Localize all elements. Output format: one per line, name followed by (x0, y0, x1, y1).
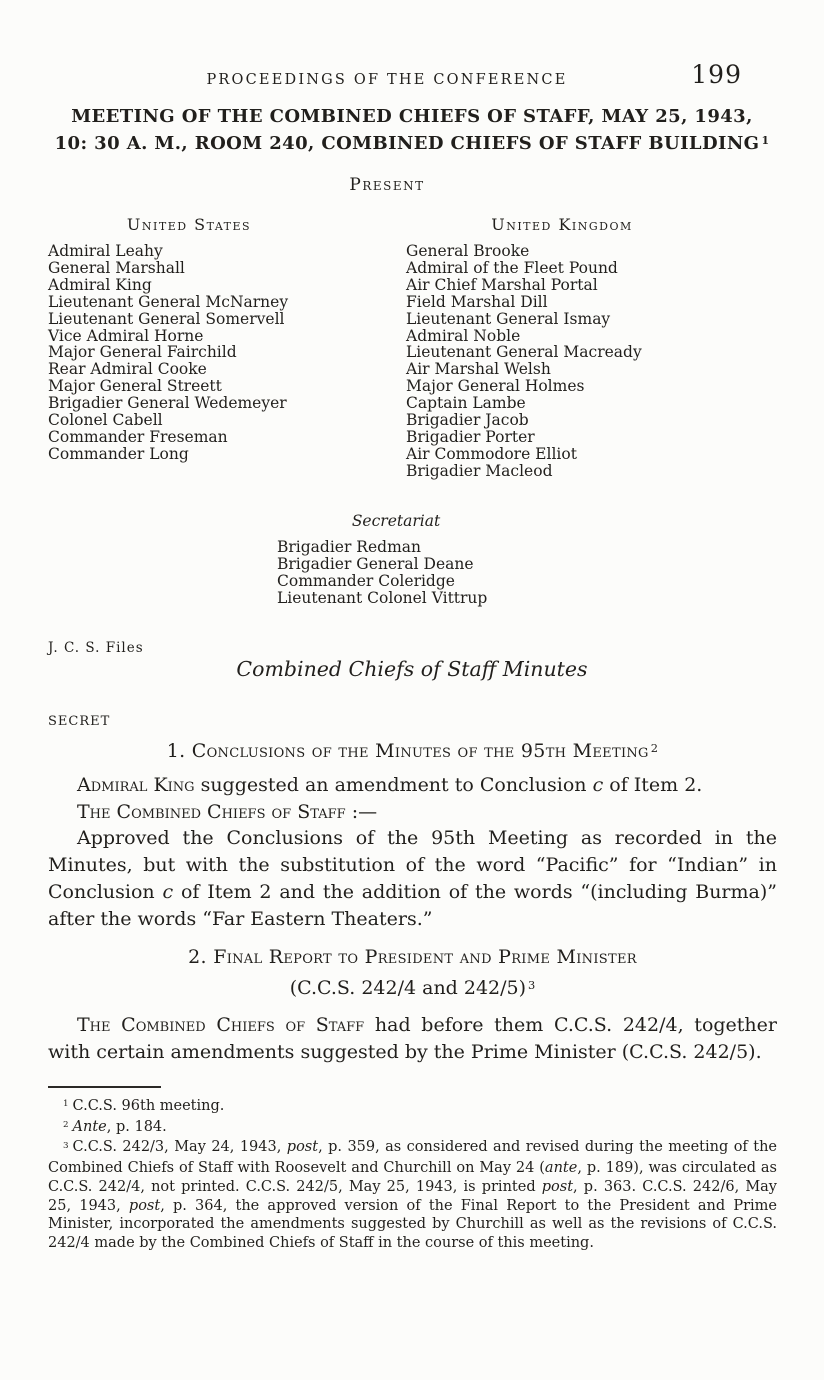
footnote-1 (48, 1097, 777, 1118)
document-title: Combined Chiefs of Staff Minutes (236, 657, 588, 681)
attendee-name: Lieutenant General Macready (406, 343, 642, 362)
attendees-uk-column (406, 215, 778, 480)
item-1-paragraph-2 (48, 799, 777, 826)
uk-column-heading: United Kingdom (491, 215, 633, 234)
attendee-name: Commander Freseman (48, 427, 228, 446)
secretariat-heading: Secretariat (351, 512, 441, 530)
attendee-name: Vice Admiral Horne (48, 326, 204, 345)
attendee-name: Air Marshal Welsh (406, 360, 551, 379)
footnote-2 (48, 1118, 777, 1139)
item-2-subheading (48, 975, 777, 1004)
footnote-3-text: C.C.S. 242/3, May 24, 1943, (72, 1139, 287, 1156)
item-2-heading-text: Final Report to President and Prime Minister (213, 945, 637, 968)
footnote-3-text: , p. 189), was circulated as C.C.S. 242/4, not printed. C.C.S. 242/5, May 25, 1943, is printed (48, 1160, 777, 1195)
footnote-3-text: , p. 359, as considered and revised during the meeting of the Combined Chiefs of Staff with Roosevelt and Churchill on May 24 ( (48, 1139, 777, 1177)
attendee-name: Lieutenant General Ismay (406, 309, 611, 328)
item-1-heading (48, 738, 777, 767)
speaker-name: The Combined Chiefs of Staff (77, 800, 346, 823)
meeting-title (0, 103, 824, 159)
attendee-name: Admiral King (48, 275, 152, 294)
meeting-title-line2 (0, 130, 824, 159)
paragraph-text: suggested an amendment to Conclusion (194, 773, 593, 796)
attendee-name: Major General Streett (48, 377, 222, 396)
speaker-name: The Combined Chiefs of Staff (77, 1014, 365, 1037)
item-2-number: 2. (188, 945, 207, 968)
footnote-separator-rule (48, 1086, 161, 1088)
footnote-1-marker: 1 (63, 1099, 69, 1110)
secretariat-name: Lieutenant Colonel Vittrup (277, 588, 488, 607)
footnote-2-text-italic: Ante (72, 1118, 107, 1135)
page-number: 199 (691, 60, 742, 89)
item-2-subheading-text: (C.C.S. 242/4 and 242/5) (289, 977, 527, 1000)
attendee-name: Brigadier Jacob (406, 411, 529, 430)
footnote-3-text-italic: ante (544, 1160, 578, 1177)
paragraph-text: of Item 2 and the addition of the words “(including Burma)” after the words “Far Eastern Theaters.” (48, 880, 777, 930)
attendee-name: Major General Fairchild (48, 343, 237, 362)
item-1-heading-text: Conclusions of the Minutes of the 95th Meeting (191, 740, 649, 762)
attendee-name: Brigadier General Wedemeyer (48, 394, 287, 413)
speaker-name: Admiral King (77, 773, 195, 796)
footnote-3 (48, 1138, 777, 1252)
us-column-heading: United States (126, 215, 252, 234)
paragraph-text: had before them C.C.S. 242/4, together with certain amendments suggested by the Prime Minister (C.C.S. 242/5). (48, 1014, 777, 1063)
attendee-name: Brigadier Porter (406, 427, 535, 446)
footnote-3-text-italic: post (286, 1139, 319, 1156)
attendee-name: Field Marshal Dill (406, 292, 548, 311)
attendee-name: Lieutenant General Somervell (48, 309, 285, 328)
attendee-name: Admiral Leahy (48, 242, 163, 260)
footnote-3-text-italic: post (128, 1197, 161, 1214)
footnote-ref-1: 1 (761, 134, 770, 148)
attendee-name: Brigadier Macleod (406, 461, 553, 480)
paragraph-text-italic: c (592, 773, 604, 796)
footnote-3-text: , p. 363. C.C.S. 242/6, May 25, 1943, (48, 1178, 778, 1214)
attendee-name: Captain Lambe (406, 394, 526, 413)
paragraph-text: :— (345, 800, 378, 823)
secretariat-name: Brigadier Redman (277, 538, 421, 556)
footnote-3-text-italic: post (541, 1178, 574, 1195)
footnote-2-marker: 2 (63, 1119, 69, 1130)
attendee-name: Colonel Cabell (48, 411, 163, 430)
item-2-heading (48, 944, 777, 971)
present-heading: Present (349, 175, 425, 195)
footnote-3-marker: 3 (63, 1140, 69, 1151)
attendee-name: Air Commodore Elliot (406, 444, 577, 463)
classification-label: SECRET (48, 714, 111, 729)
secretariat-name: Brigadier General Deane (277, 554, 474, 573)
item-1-paragraph-1 (48, 772, 777, 799)
item-1-number: 1. (166, 740, 186, 762)
attendee-name: General Marshall (48, 258, 185, 277)
footnotes-section (48, 1097, 777, 1253)
attendee-name: General Brooke (406, 242, 530, 260)
footnote-ref-3: 3 (528, 978, 536, 993)
paragraph-text: Approved the Conclusions of the 95th Meeting as recorded in the Minutes, but with the substitution of the word “Pacific” for “Indian” in Conclusion (48, 827, 777, 903)
attendee-name: Admiral Noble (406, 326, 521, 345)
footnote-ref-2: 2 (650, 740, 659, 755)
paragraph-text: of Item 2. (603, 773, 703, 796)
running-header: PROCEEDINGS OF THE CONFERENCE (206, 72, 568, 88)
footnote-3-text: , p. 364, the approved version of the Final Report to the President and Prime Minister, incorporated the amendments suggested by Churchill as well as the revisions of C.C.S. 242/4 made by the Combined Chiefs of Staff in the course of this meeting. (48, 1197, 777, 1251)
item-1-paragraph-3 (48, 825, 777, 932)
attendee-name: Admiral of the Fleet Pound (406, 258, 618, 277)
item-2-paragraph-1 (48, 1012, 777, 1066)
footnote-1-text: C.C.S. 96th meeting. (72, 1098, 225, 1114)
attendee-name: Rear Admiral Cooke (48, 360, 207, 379)
paragraph-text-italic: c (162, 880, 174, 903)
secretariat-name: Commander Coleridge (277, 571, 455, 590)
attendee-name: Air Chief Marshal Portal (406, 275, 598, 294)
minutes-body (48, 738, 777, 1066)
attendee-name: Major General Holmes (406, 377, 585, 396)
footnote-2-text: , p. 184. (106, 1118, 167, 1135)
meeting-title-line2-text: 10: 30 A. M., ROOM 240, COMBINED CHIEFS OF STAFF BUILDING (54, 133, 760, 154)
attendee-name: Lieutenant General McNarney (48, 292, 289, 311)
attendee-name: Commander Long (48, 444, 189, 463)
attendees-us-column (48, 215, 388, 463)
secretariat-section (277, 512, 557, 607)
source-note: J. C. S. Files (48, 640, 144, 656)
meeting-title-line1: MEETING OF THE COMBINED CHIEFS OF STAFF, MAY 25, 1943, (71, 106, 753, 127)
